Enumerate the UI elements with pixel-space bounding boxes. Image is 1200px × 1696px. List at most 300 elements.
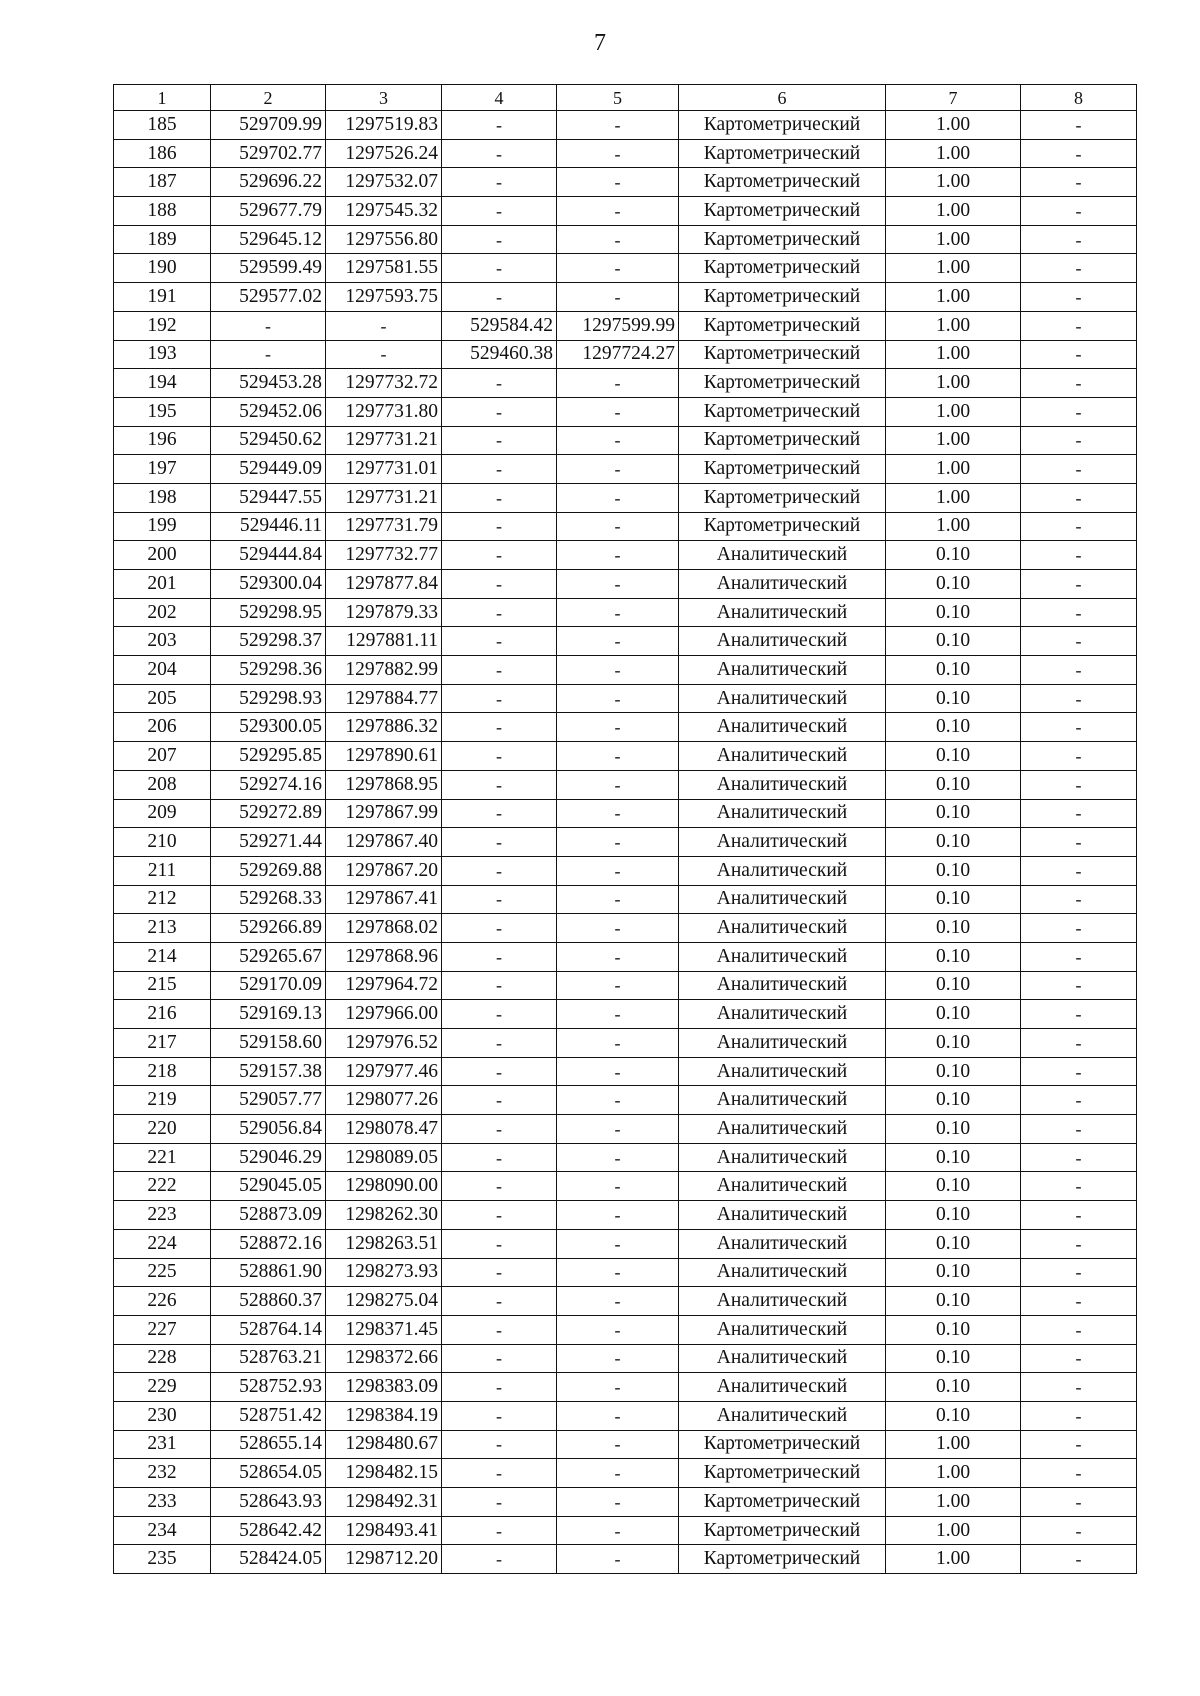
method-cell: Аналитический [679, 856, 886, 885]
column-header-6: 6 [679, 85, 886, 111]
y-coordinate-cell: 1297977.46 [326, 1057, 442, 1086]
y-coordinate-alt-cell: - [557, 1258, 679, 1287]
y-coordinate-cell: 1298383.09 [326, 1373, 442, 1402]
x-coordinate-alt-cell: - [442, 570, 557, 599]
x-coordinate-alt-cell: - [442, 942, 557, 971]
y-coordinate-alt-cell: - [557, 397, 679, 426]
note-cell: - [1021, 1401, 1137, 1430]
point-number-cell: 192 [114, 311, 211, 340]
x-coordinate-cell: 529709.99 [211, 111, 326, 140]
table-row [114, 684, 1137, 713]
point-number-cell: 206 [114, 713, 211, 742]
note-cell: - [1021, 283, 1137, 312]
y-coordinate-alt-cell: - [557, 111, 679, 140]
method-cell: Картометрический [679, 283, 886, 312]
y-coordinate-cell: 1297868.95 [326, 770, 442, 799]
y-coordinate-cell: 1297526.24 [326, 139, 442, 168]
point-number-cell: 193 [114, 340, 211, 369]
note-cell: - [1021, 656, 1137, 685]
x-coordinate-alt-cell: - [442, 168, 557, 197]
y-coordinate-alt-cell: - [557, 168, 679, 197]
note-cell: - [1021, 1057, 1137, 1086]
note-cell: - [1021, 1344, 1137, 1373]
y-coordinate-cell: 1297545.32 [326, 197, 442, 226]
point-number-cell: 230 [114, 1401, 211, 1430]
y-coordinate-cell: 1298372.66 [326, 1344, 442, 1373]
y-coordinate-alt-cell: - [557, 283, 679, 312]
method-cell: Аналитический [679, 1086, 886, 1115]
x-coordinate-cell: 529702.77 [211, 139, 326, 168]
y-coordinate-cell: 1298371.45 [326, 1315, 442, 1344]
x-coordinate-alt-cell: - [442, 1373, 557, 1402]
y-coordinate-cell: 1298090.00 [326, 1172, 442, 1201]
note-cell: - [1021, 1315, 1137, 1344]
y-coordinate-cell: 1298384.19 [326, 1401, 442, 1430]
x-coordinate-cell: 529057.77 [211, 1086, 326, 1115]
y-coordinate-alt-cell: - [557, 455, 679, 484]
point-number-cell: 217 [114, 1029, 211, 1058]
note-cell: - [1021, 1488, 1137, 1517]
x-coordinate-cell: 528752.93 [211, 1373, 326, 1402]
point-number-cell: 228 [114, 1344, 211, 1373]
accuracy-cell: 0.10 [886, 770, 1021, 799]
x-coordinate-alt-cell: - [442, 455, 557, 484]
method-cell: Картометрический [679, 1459, 886, 1488]
point-number-cell: 224 [114, 1229, 211, 1258]
x-coordinate-alt-cell: - [442, 1545, 557, 1574]
note-cell: - [1021, 885, 1137, 914]
y-coordinate-alt-cell: - [557, 254, 679, 283]
method-cell: Картометрический [679, 369, 886, 398]
y-coordinate-cell: 1298482.15 [326, 1459, 442, 1488]
point-number-cell: 204 [114, 656, 211, 685]
y-coordinate-cell: 1297868.96 [326, 942, 442, 971]
x-coordinate-cell: 529453.28 [211, 369, 326, 398]
point-number-cell: 219 [114, 1086, 211, 1115]
table-row [114, 1143, 1137, 1172]
method-cell: Аналитический [679, 1401, 886, 1430]
x-coordinate-cell: 528655.14 [211, 1430, 326, 1459]
note-cell: - [1021, 1459, 1137, 1488]
accuracy-cell: 1.00 [886, 1488, 1021, 1517]
method-cell: Картометрический [679, 426, 886, 455]
accuracy-cell: 0.10 [886, 1172, 1021, 1201]
accuracy-cell: 0.10 [886, 713, 1021, 742]
column-header-2: 2 [211, 85, 326, 111]
y-coordinate-alt-cell: - [557, 1430, 679, 1459]
x-coordinate-cell: 528872.16 [211, 1229, 326, 1258]
coordinates-table [113, 84, 1137, 1574]
point-number-cell: 205 [114, 684, 211, 713]
method-cell: Аналитический [679, 1287, 886, 1316]
y-coordinate-cell: 1297867.40 [326, 828, 442, 857]
x-coordinate-cell: 529170.09 [211, 971, 326, 1000]
x-coordinate-alt-cell: - [442, 1115, 557, 1144]
point-number-cell: 221 [114, 1143, 211, 1172]
x-coordinate-cell: 529599.49 [211, 254, 326, 283]
accuracy-cell: 1.00 [886, 139, 1021, 168]
point-number-cell: 194 [114, 369, 211, 398]
y-coordinate-alt-cell: - [557, 512, 679, 541]
accuracy-cell: 1.00 [886, 455, 1021, 484]
x-coordinate-cell: 529045.05 [211, 1172, 326, 1201]
x-coordinate-cell: 529298.95 [211, 598, 326, 627]
note-cell: - [1021, 1201, 1137, 1230]
point-number-cell: 209 [114, 799, 211, 828]
method-cell: Аналитический [679, 1258, 886, 1287]
table-row [114, 254, 1137, 283]
y-coordinate-alt-cell: - [557, 1000, 679, 1029]
method-cell: Картометрический [679, 225, 886, 254]
x-coordinate-cell: 529056.84 [211, 1115, 326, 1144]
y-coordinate-alt-cell: - [557, 483, 679, 512]
point-number-cell: 198 [114, 483, 211, 512]
y-coordinate-alt-cell: - [557, 799, 679, 828]
accuracy-cell: 0.10 [886, 971, 1021, 1000]
x-coordinate-alt-cell: - [442, 1057, 557, 1086]
x-coordinate-alt-cell: - [442, 1430, 557, 1459]
method-cell: Аналитический [679, 914, 886, 943]
y-coordinate-cell: 1298493.41 [326, 1516, 442, 1545]
point-number-cell: 220 [114, 1115, 211, 1144]
accuracy-cell: 1.00 [886, 1545, 1021, 1574]
x-coordinate-cell: 529265.67 [211, 942, 326, 971]
accuracy-cell: 0.10 [886, 541, 1021, 570]
accuracy-cell: 0.10 [886, 799, 1021, 828]
accuracy-cell: 0.10 [886, 1029, 1021, 1058]
x-coordinate-cell: 528861.90 [211, 1258, 326, 1287]
y-coordinate-alt-cell: - [557, 742, 679, 771]
y-coordinate-cell: 1298480.67 [326, 1430, 442, 1459]
x-coordinate-cell: 529645.12 [211, 225, 326, 254]
x-coordinate-alt-cell: - [442, 1029, 557, 1058]
x-coordinate-cell: 528764.14 [211, 1315, 326, 1344]
x-coordinate-cell: 529300.05 [211, 713, 326, 742]
accuracy-cell: 0.10 [886, 1258, 1021, 1287]
method-cell: Картометрический [679, 1516, 886, 1545]
table-row [114, 1488, 1137, 1517]
table-row [114, 225, 1137, 254]
accuracy-cell: 0.10 [886, 1401, 1021, 1430]
method-cell: Картометрический [679, 197, 886, 226]
method-cell: Картометрический [679, 168, 886, 197]
y-coordinate-alt-cell: - [557, 598, 679, 627]
note-cell: - [1021, 512, 1137, 541]
x-coordinate-cell: 529696.22 [211, 168, 326, 197]
x-coordinate-alt-cell: 529584.42 [442, 311, 557, 340]
y-coordinate-cell: 1298263.51 [326, 1229, 442, 1258]
method-cell: Картометрический [679, 311, 886, 340]
note-cell: - [1021, 570, 1137, 599]
note-cell: - [1021, 713, 1137, 742]
method-cell: Аналитический [679, 1373, 886, 1402]
accuracy-cell: 1.00 [886, 340, 1021, 369]
note-cell: - [1021, 1143, 1137, 1172]
method-cell: Аналитический [679, 770, 886, 799]
accuracy-cell: 0.10 [886, 742, 1021, 771]
table-row [114, 111, 1137, 140]
method-cell: Аналитический [679, 942, 886, 971]
table-row [114, 1344, 1137, 1373]
y-coordinate-alt-cell: - [557, 1344, 679, 1373]
y-coordinate-alt-cell: - [557, 656, 679, 685]
note-cell: - [1021, 1287, 1137, 1316]
note-cell: - [1021, 1258, 1137, 1287]
x-coordinate-cell: 529298.36 [211, 656, 326, 685]
y-coordinate-cell: 1297890.61 [326, 742, 442, 771]
table-row [114, 1459, 1137, 1488]
table-row [114, 541, 1137, 570]
accuracy-cell: 0.10 [886, 1344, 1021, 1373]
x-coordinate-alt-cell: - [442, 283, 557, 312]
y-coordinate-alt-cell: - [557, 1057, 679, 1086]
table-row [114, 1057, 1137, 1086]
y-coordinate-cell: - [326, 311, 442, 340]
accuracy-cell: 0.10 [886, 828, 1021, 857]
accuracy-cell: 0.10 [886, 942, 1021, 971]
method-cell: Картометрический [679, 512, 886, 541]
method-cell: Аналитический [679, 828, 886, 857]
y-coordinate-cell: 1297884.77 [326, 684, 442, 713]
table-row [114, 197, 1137, 226]
point-number-cell: 208 [114, 770, 211, 799]
x-coordinate-alt-cell: - [442, 885, 557, 914]
y-coordinate-alt-cell: - [557, 828, 679, 857]
y-coordinate-cell: 1297976.52 [326, 1029, 442, 1058]
table-row [114, 914, 1137, 943]
point-number-cell: 233 [114, 1488, 211, 1517]
column-header-5: 5 [557, 85, 679, 111]
y-coordinate-cell: 1298712.20 [326, 1545, 442, 1574]
note-cell: - [1021, 856, 1137, 885]
x-coordinate-alt-cell: - [442, 656, 557, 685]
y-coordinate-alt-cell: - [557, 1086, 679, 1115]
accuracy-cell: 1.00 [886, 512, 1021, 541]
y-coordinate-cell: 1297882.99 [326, 656, 442, 685]
accuracy-cell: 1.00 [886, 426, 1021, 455]
method-cell: Аналитический [679, 1143, 886, 1172]
note-cell: - [1021, 971, 1137, 1000]
method-cell: Картометрический [679, 254, 886, 283]
y-coordinate-alt-cell: 1297724.27 [557, 340, 679, 369]
accuracy-cell: 0.10 [886, 1229, 1021, 1258]
x-coordinate-cell: 528654.05 [211, 1459, 326, 1488]
x-coordinate-alt-cell: - [442, 111, 557, 140]
y-coordinate-alt-cell: - [557, 1459, 679, 1488]
x-coordinate-cell: 529269.88 [211, 856, 326, 885]
x-coordinate-alt-cell: - [442, 1488, 557, 1517]
x-coordinate-alt-cell: - [442, 742, 557, 771]
point-number-cell: 200 [114, 541, 211, 570]
accuracy-cell: 1.00 [886, 225, 1021, 254]
accuracy-cell: 1.00 [886, 397, 1021, 426]
table-row [114, 1201, 1137, 1230]
method-cell: Аналитический [679, 1229, 886, 1258]
x-coordinate-alt-cell: - [442, 1201, 557, 1230]
accuracy-cell: 0.10 [886, 656, 1021, 685]
point-number-cell: 207 [114, 742, 211, 771]
table-row [114, 770, 1137, 799]
table-row [114, 1172, 1137, 1201]
y-coordinate-cell: 1297879.33 [326, 598, 442, 627]
point-number-cell: 215 [114, 971, 211, 1000]
y-coordinate-alt-cell: - [557, 1172, 679, 1201]
table-row [114, 455, 1137, 484]
accuracy-cell: 1.00 [886, 1430, 1021, 1459]
note-cell: - [1021, 483, 1137, 512]
y-coordinate-cell: 1297731.79 [326, 512, 442, 541]
point-number-cell: 211 [114, 856, 211, 885]
y-coordinate-alt-cell: - [557, 914, 679, 943]
accuracy-cell: 1.00 [886, 168, 1021, 197]
accuracy-cell: 1.00 [886, 311, 1021, 340]
point-number-cell: 189 [114, 225, 211, 254]
table-row [114, 1086, 1137, 1115]
y-coordinate-alt-cell: - [557, 369, 679, 398]
y-coordinate-cell: 1297868.02 [326, 914, 442, 943]
x-coordinate-alt-cell: - [442, 254, 557, 283]
method-cell: Аналитический [679, 570, 886, 599]
x-coordinate-cell: 529298.37 [211, 627, 326, 656]
method-cell: Аналитический [679, 1057, 886, 1086]
note-cell: - [1021, 1516, 1137, 1545]
y-coordinate-cell: 1298262.30 [326, 1201, 442, 1230]
x-coordinate-alt-cell: 529460.38 [442, 340, 557, 369]
method-cell: Картометрический [679, 397, 886, 426]
table-row [114, 426, 1137, 455]
y-coordinate-alt-cell: - [557, 1545, 679, 1574]
method-cell: Аналитический [679, 1000, 886, 1029]
x-coordinate-cell: 529298.93 [211, 684, 326, 713]
x-coordinate-alt-cell: - [442, 1459, 557, 1488]
column-header-7: 7 [886, 85, 1021, 111]
table-row [114, 942, 1137, 971]
note-cell: - [1021, 311, 1137, 340]
table-row [114, 369, 1137, 398]
table-row [114, 340, 1137, 369]
y-coordinate-alt-cell: - [557, 684, 679, 713]
x-coordinate-alt-cell: - [442, 627, 557, 656]
table-row [114, 971, 1137, 1000]
accuracy-cell: 0.10 [886, 1086, 1021, 1115]
x-coordinate-alt-cell: - [442, 197, 557, 226]
note-cell: - [1021, 1029, 1137, 1058]
method-cell: Картометрический [679, 455, 886, 484]
point-number-cell: 234 [114, 1516, 211, 1545]
table-row [114, 1545, 1137, 1574]
y-coordinate-alt-cell: - [557, 1143, 679, 1172]
note-cell: - [1021, 1430, 1137, 1459]
x-coordinate-alt-cell: - [442, 684, 557, 713]
y-coordinate-alt-cell: 1297599.99 [557, 311, 679, 340]
accuracy-cell: 0.10 [886, 1373, 1021, 1402]
note-cell: - [1021, 1115, 1137, 1144]
accuracy-cell: 1.00 [886, 483, 1021, 512]
column-header-8: 8 [1021, 85, 1137, 111]
y-coordinate-alt-cell: - [557, 1029, 679, 1058]
y-coordinate-cell: 1298078.47 [326, 1115, 442, 1144]
point-number-cell: 232 [114, 1459, 211, 1488]
x-coordinate-alt-cell: - [442, 1258, 557, 1287]
note-cell: - [1021, 828, 1137, 857]
note-cell: - [1021, 627, 1137, 656]
point-number-cell: 186 [114, 139, 211, 168]
x-coordinate-cell: 528642.42 [211, 1516, 326, 1545]
y-coordinate-cell: 1297593.75 [326, 283, 442, 312]
x-coordinate-alt-cell: - [442, 426, 557, 455]
point-number-cell: 212 [114, 885, 211, 914]
method-cell: Аналитический [679, 799, 886, 828]
point-number-cell: 226 [114, 1287, 211, 1316]
method-cell: Аналитический [679, 1201, 886, 1230]
method-cell: Аналитический [679, 1172, 886, 1201]
x-coordinate-alt-cell: - [442, 598, 557, 627]
point-number-cell: 195 [114, 397, 211, 426]
y-coordinate-alt-cell: - [557, 541, 679, 570]
table-row [114, 799, 1137, 828]
x-coordinate-cell: 529677.79 [211, 197, 326, 226]
y-coordinate-cell: 1297731.21 [326, 426, 442, 455]
accuracy-cell: 0.10 [886, 885, 1021, 914]
accuracy-cell: 1.00 [886, 369, 1021, 398]
y-coordinate-cell: 1297867.20 [326, 856, 442, 885]
table-row [114, 598, 1137, 627]
y-coordinate-alt-cell: - [557, 713, 679, 742]
table-row [114, 1430, 1137, 1459]
header-row [114, 85, 1137, 111]
x-coordinate-alt-cell: - [442, 799, 557, 828]
x-coordinate-alt-cell: - [442, 770, 557, 799]
x-coordinate-alt-cell: - [442, 541, 557, 570]
y-coordinate-cell: 1297867.41 [326, 885, 442, 914]
y-coordinate-alt-cell: - [557, 856, 679, 885]
table-row [114, 1287, 1137, 1316]
x-coordinate-cell: 529452.06 [211, 397, 326, 426]
note-cell: - [1021, 914, 1137, 943]
note-cell: - [1021, 799, 1137, 828]
x-coordinate-cell: 529266.89 [211, 914, 326, 943]
point-number-cell: 223 [114, 1201, 211, 1230]
x-coordinate-alt-cell: - [442, 914, 557, 943]
y-coordinate-alt-cell: - [557, 1516, 679, 1545]
point-number-cell: 199 [114, 512, 211, 541]
method-cell: Аналитический [679, 1344, 886, 1373]
y-coordinate-alt-cell: - [557, 1401, 679, 1430]
x-coordinate-cell: 529046.29 [211, 1143, 326, 1172]
method-cell: Аналитический [679, 656, 886, 685]
method-cell: Аналитический [679, 971, 886, 1000]
method-cell: Аналитический [679, 598, 886, 627]
point-number-cell: 231 [114, 1430, 211, 1459]
note-cell: - [1021, 942, 1137, 971]
y-coordinate-cell: 1297532.07 [326, 168, 442, 197]
note-cell: - [1021, 1172, 1137, 1201]
y-coordinate-cell: 1297732.72 [326, 369, 442, 398]
x-coordinate-cell: 529271.44 [211, 828, 326, 857]
x-coordinate-alt-cell: - [442, 397, 557, 426]
x-coordinate-alt-cell: - [442, 1516, 557, 1545]
x-coordinate-alt-cell: - [442, 1229, 557, 1258]
point-number-cell: 213 [114, 914, 211, 943]
accuracy-cell: 0.10 [886, 856, 1021, 885]
accuracy-cell: 1.00 [886, 283, 1021, 312]
y-coordinate-cell: 1297519.83 [326, 111, 442, 140]
method-cell: Аналитический [679, 713, 886, 742]
table-row [114, 885, 1137, 914]
table-row [114, 311, 1137, 340]
note-cell: - [1021, 426, 1137, 455]
accuracy-cell: 0.10 [886, 1115, 1021, 1144]
